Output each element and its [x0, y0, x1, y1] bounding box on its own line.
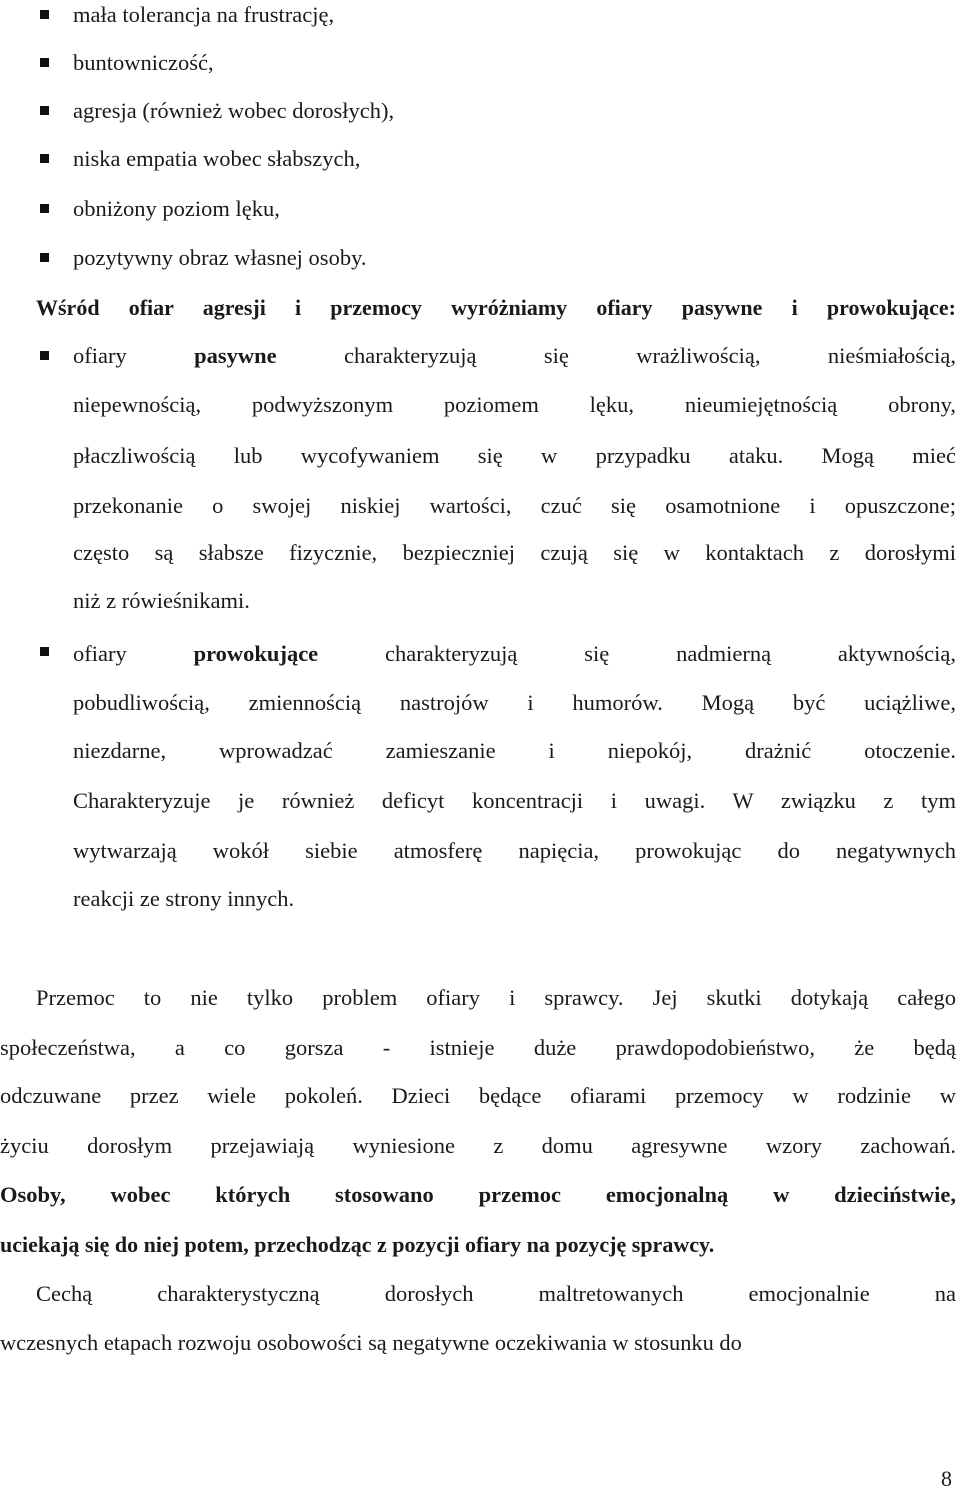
- provoking-lead: ofiary: [73, 641, 194, 666]
- bullet-square-icon: [40, 351, 49, 360]
- provoking-line-5: wytwarzają wokół siebie atmosferę napięcia, prowokując do negatywnych: [73, 838, 956, 863]
- paragraph-line: Przemoc to nie tylko problem ofiary i sprawcy. Jej skutki dotykają całego: [36, 985, 956, 1010]
- paragraph-bold-line: uciekają się do niej potem, przechodząc z pozycji ofiary na pozycję sprawcy.: [0, 1232, 715, 1257]
- section-heading: Wśród ofiar agresji i przemocy wyróżniamy ofiary pasywne i prowokujące:: [36, 295, 956, 320]
- paragraph-line: życiu dorosłym przejawiają wyniesione z domu agresywne wzory zachowań.: [0, 1133, 956, 1158]
- provoking-term: prowokujące: [193, 641, 319, 666]
- passive-term: pasywne: [194, 343, 277, 368]
- passive-desc: charakteryzują się wrażliwością, nieśmiałością,: [276, 343, 956, 368]
- list-item: pozytywny obraz własnej osoby.: [73, 245, 367, 270]
- passive-lead: ofiary: [73, 343, 195, 368]
- paragraph-line: wczesnych etapach rozwoju osobowości są negatywne oczekiwania w stosunku do: [0, 1330, 742, 1355]
- page-number: 8: [941, 1466, 952, 1491]
- list-item: agresja (również wobec dorosłych),: [73, 98, 395, 123]
- paragraph-line: Cechą charakterystyczną dorosłych maltretowanych emocjonalnie na: [36, 1281, 956, 1306]
- provoking-line-2: pobudliwością, zmiennością nastrojów i humorów. Mogą być uciążliwe,: [73, 690, 956, 715]
- passive-line-3: płaczliwością lub wycofywaniem się w przypadku ataku. Mogą mieć: [73, 443, 956, 468]
- passive-line-4: przekonanie o swojej niskiej wartości, czuć się osamotnione i opuszczone;: [73, 493, 956, 518]
- list-item: obniżony poziom lęku,: [73, 196, 280, 221]
- provoking-line-6: reakcji ze strony innych.: [73, 886, 295, 911]
- paragraph-line: odczuwane przez wiele pokoleń. Dzieci będące ofiarami przemocy w rodzinie w: [0, 1083, 956, 1108]
- provoking-line-1: [73, 639, 956, 669]
- bullet-square-icon: [40, 58, 49, 67]
- bullet-square-icon: [40, 154, 49, 163]
- passive-line-6: niż z rówieśnikami.: [73, 588, 250, 613]
- bullet-square-icon: [40, 106, 49, 115]
- bullet-square-icon: [40, 647, 49, 656]
- passive-line-1: [73, 341, 956, 371]
- list-item: buntowniczość,: [73, 50, 214, 75]
- passive-line-2: niepewnością, podwyższonym poziomem lęku, nieumiejętnością obrony,: [73, 392, 956, 417]
- paragraph-line: społeczeństwa, a co gorsza - istnieje duże prawdopodobieństwo, że będą: [0, 1035, 956, 1060]
- provoking-line-3: niezdarne, wprowadzać zamieszanie i niepokój, drażnić otoczenie.: [73, 738, 956, 763]
- bullet-square-icon: [40, 204, 49, 213]
- provoking-desc: charakteryzują się nadmierną aktywnością,: [318, 641, 956, 666]
- bullet-square-icon: [40, 10, 49, 19]
- list-item: mała tolerancja na frustrację,: [73, 2, 335, 27]
- passive-line-5: często są słabsze fizycznie, bezpieczniej czują się w kontaktach z dorosłymi: [73, 540, 956, 565]
- provoking-line-4: Charakteryzuje je również deficyt koncentracji i uwagi. W związku z tym: [73, 788, 956, 813]
- paragraph-bold-line: Osoby, wobec których stosowano przemoc emocjonalną w dzieciństwie,: [0, 1182, 956, 1207]
- list-item: niska empatia wobec słabszych,: [73, 146, 361, 171]
- bullet-square-icon: [40, 253, 49, 262]
